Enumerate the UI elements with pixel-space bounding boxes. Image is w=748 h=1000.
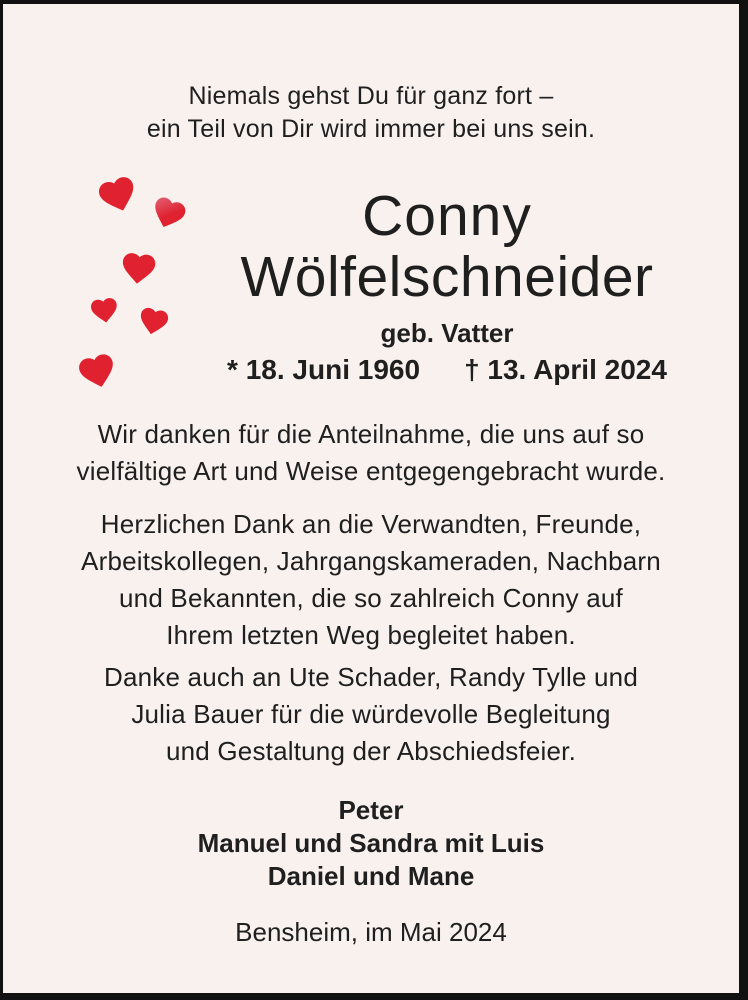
heart-icon xyxy=(72,346,122,396)
deceased-last-name: Wölfelschneider xyxy=(240,245,654,309)
thanks-paragraph-3 xyxy=(3,659,739,770)
heart-icon xyxy=(92,169,145,222)
mourner-line: Peter xyxy=(338,795,404,825)
paragraph-line: und Bekannten, die so zahlreich Conny auf xyxy=(119,583,623,613)
mourner-line: Daniel und Mane xyxy=(267,861,475,891)
epigraph-line-2: ein Teil von Dir wird immer bei uns sein. xyxy=(146,115,596,143)
paragraph-line: Wir danken für die Anteilnahme, die uns auf so xyxy=(97,419,645,449)
deceased-first-name: Conny xyxy=(362,184,532,248)
thanks-paragraph-2 xyxy=(3,506,739,654)
thanks-paragraph-1 xyxy=(3,416,739,490)
mourners-list xyxy=(3,794,739,893)
deceased-header xyxy=(163,186,731,386)
obituary-sheet xyxy=(3,4,739,993)
paragraph-line: Ihrem letzten Weg begleitet haben. xyxy=(166,620,576,650)
heart-icon xyxy=(117,247,160,290)
paragraph-line: Herzlichen Dank an die Verwandten, Freunde, xyxy=(100,509,642,539)
paragraph-line: Arbeitskollegen, Jahrgangskameraden, Nachbarn xyxy=(81,546,661,576)
epigraph xyxy=(3,80,739,146)
heart-icon xyxy=(87,293,122,328)
paragraph-line: und Gestaltung der Abschiedsfeier. xyxy=(165,736,577,766)
paragraph-line: Danke auch an Ute Schader, Randy Tylle und xyxy=(103,662,639,692)
place-and-date: Bensheim, im Mai 2024 xyxy=(235,917,507,947)
paragraph-line: vielfältige Art und Weise entgegengebracht wurde. xyxy=(76,456,666,486)
death-date: † 13. April 2024 xyxy=(464,354,667,385)
life-dates xyxy=(163,354,731,386)
birth-date: * 18. Juni 1960 xyxy=(227,354,421,385)
mourner-line: Manuel und Sandra mit Luis xyxy=(197,828,545,858)
epigraph-line-1: Niemals gehst Du für ganz fort – xyxy=(188,82,554,110)
deceased-maiden-name: geb. Vatter xyxy=(380,318,514,348)
paragraph-line: Julia Bauer für die würdevolle Begleitung xyxy=(131,699,611,729)
